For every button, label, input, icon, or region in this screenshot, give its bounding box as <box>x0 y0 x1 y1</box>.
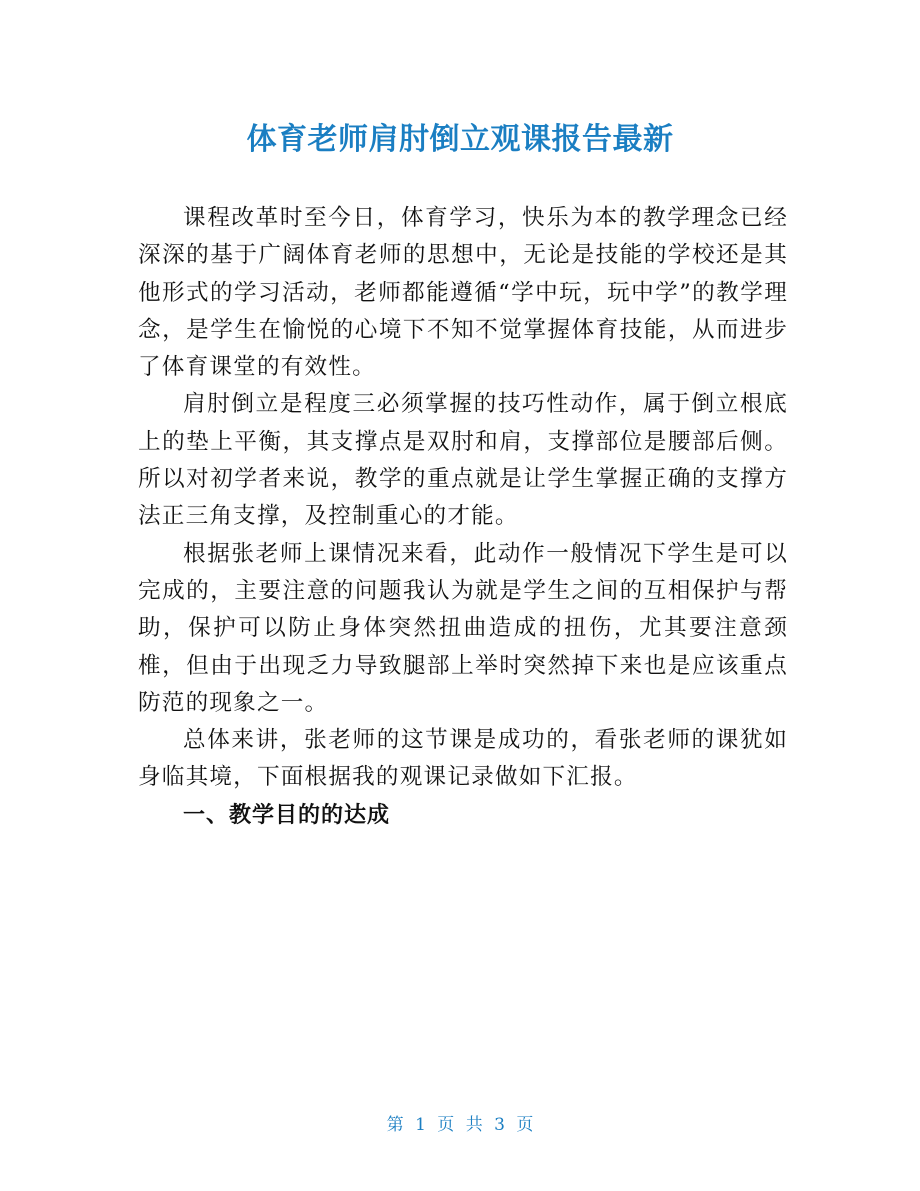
document-body <box>138 200 788 834</box>
page-number-footer: 第 1 页 共 3 页 <box>386 1115 534 1135</box>
paragraph-3: 根据张老师上课情况来看，此动作一般情况下学生是可以完成的，主要注意的问题我认为就是学生之间的互相保护与帮助，保护可以防止身体突然扭曲造成的扭伤，尤其要注意颈椎，但由于出现乏力导致腿部上举时突然掉下来也是应该重点防范的现象之一。 <box>138 540 788 716</box>
section-heading: 一、教学目的的达成 <box>183 802 391 828</box>
paragraph-2: 肩肘倒立是程度三必须掌握的技巧性动作，属于倒立根底上的垫上平衡，其支撑点是双肘和肩，支撑部位是腰部后侧。所以对初学者来说，教学的重点就是让学生掌握正确的支撑方法正三角支撑，及控制重心的才能。 <box>138 391 788 530</box>
document-title: 体育老师肩肘倒立观课报告最新 <box>246 122 674 157</box>
paragraph-1: 课程改革时至今日，体育学习，快乐为本的教学理念已经深深的基于广阔体育老师的思想中，无论是技能的学校还是其他形式的学习活动，老师都能遵循“学中玩，玩中学”的教学理念，是学生在愉悦的心境下不知不觉掌握体育技能，从而进步了体育课堂的有效性。 <box>138 205 788 381</box>
paragraph-4: 总体来讲，张老师的这节课是成功的，看张老师的课犹如身临其境，下面根据我的观课记录做如下汇报。 <box>138 727 788 791</box>
